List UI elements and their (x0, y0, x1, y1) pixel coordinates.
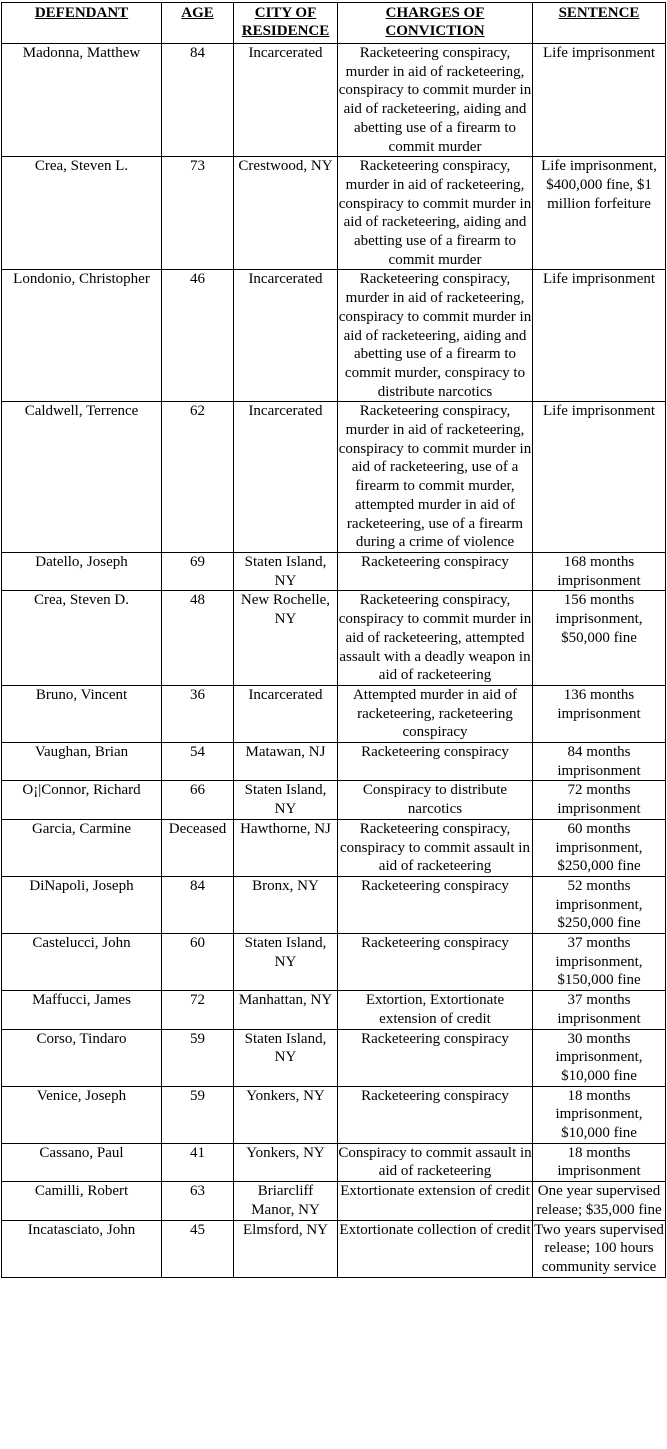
city-cell: Incarcerated (234, 270, 338, 402)
sentence-cell: Life imprisonment (533, 402, 666, 553)
table-row (2, 591, 666, 686)
city-cell: Incarcerated (234, 44, 338, 157)
defendant-cell: Cassano, Paul (2, 1143, 162, 1181)
sentencing-table (1, 2, 666, 1278)
age-cell: 48 (162, 591, 234, 686)
defendant-cell: O¡|Connor, Richard (2, 781, 162, 819)
defendant-cell: Maffucci, James (2, 991, 162, 1029)
city-cell: Crestwood, NY (234, 157, 338, 270)
city-cell: New Rochelle, NY (234, 591, 338, 686)
charges-cell: Conspiracy to distribute narcotics (338, 781, 533, 819)
table-row (2, 157, 666, 270)
sentence-cell: 72 months imprisonment (533, 781, 666, 819)
sentence-cell: 156 months imprisonment, $50,000 fine (533, 591, 666, 686)
age-cell: 73 (162, 157, 234, 270)
sentence-cell: 18 months imprisonment (533, 1143, 666, 1181)
city-cell: Yonkers, NY (234, 1086, 338, 1143)
city-cell: Incarcerated (234, 685, 338, 742)
age-cell: 41 (162, 1143, 234, 1181)
age-cell: 84 (162, 876, 234, 933)
table-row (2, 934, 666, 991)
defendant-cell: Corso, Tindaro (2, 1029, 162, 1086)
charges-cell: Racketeering conspiracy (338, 552, 533, 590)
defendant-cell: Caldwell, Terrence (2, 402, 162, 553)
charges-cell: Conspiracy to commit assault in aid of racketeering (338, 1143, 533, 1181)
header-charges: CHARGES OF CONVICTION (338, 3, 533, 44)
header-row (2, 3, 666, 44)
defendant-cell: Vaughan, Brian (2, 743, 162, 781)
table-row (2, 1143, 666, 1181)
charges-cell: Racketeering conspiracy (338, 1086, 533, 1143)
sentence-cell: 84 months imprisonment (533, 743, 666, 781)
city-cell: Bronx, NY (234, 876, 338, 933)
charges-cell: Racketeering conspiracy (338, 743, 533, 781)
sentence-cell: 30 months imprisonment, $10,000 fine (533, 1029, 666, 1086)
age-cell: 36 (162, 685, 234, 742)
defendant-cell: Incatasciato, John (2, 1220, 162, 1277)
defendant-cell: Venice, Joseph (2, 1086, 162, 1143)
charges-cell: Racketeering conspiracy, conspiracy to commit assault in aid of racketeering (338, 819, 533, 876)
defendant-cell: DiNapoli, Joseph (2, 876, 162, 933)
charges-cell: Racketeering conspiracy, murder in aid of racketeering, conspiracy to commit murder in aid of racketeering, aiding and abetting use of a firearm to commit murder (338, 44, 533, 157)
defendant-cell: Garcia, Carmine (2, 819, 162, 876)
table-row (2, 44, 666, 157)
city-cell: Staten Island, NY (234, 781, 338, 819)
city-cell: Staten Island, NY (234, 1029, 338, 1086)
charges-cell: Racketeering conspiracy, murder in aid of racketeering, conspiracy to commit murder in aid of racketeering, use of a firearm to commit murder, attempted murder in aid of racketeering, use of a firearm during a crime of violence (338, 402, 533, 553)
city-cell: Incarcerated (234, 402, 338, 553)
charges-cell: Racketeering conspiracy (338, 1029, 533, 1086)
age-cell: Deceased (162, 819, 234, 876)
sentence-cell: Life imprisonment (533, 44, 666, 157)
charges-cell: Extortionate collection of credit (338, 1220, 533, 1277)
defendant-cell: Datello, Joseph (2, 552, 162, 590)
sentence-cell: Life imprisonment (533, 270, 666, 402)
header-age: AGE (162, 3, 234, 44)
charges-cell: Racketeering conspiracy (338, 934, 533, 991)
age-cell: 66 (162, 781, 234, 819)
defendant-cell: Camilli, Robert (2, 1182, 162, 1220)
age-cell: 72 (162, 991, 234, 1029)
table-row (2, 781, 666, 819)
city-cell: Staten Island, NY (234, 552, 338, 590)
charges-cell: Racketeering conspiracy (338, 876, 533, 933)
charges-cell: Extortion, Extortionate extension of credit (338, 991, 533, 1029)
sentence-cell: Life imprisonment, $400,000 fine, $1 million forfeiture (533, 157, 666, 270)
table-row (2, 819, 666, 876)
city-cell: Matawan, NJ (234, 743, 338, 781)
header-city: CITY OF RESIDENCE (234, 3, 338, 44)
table-row (2, 1029, 666, 1086)
sentence-cell: 37 months imprisonment (533, 991, 666, 1029)
city-cell: Briarcliff Manor, NY (234, 1182, 338, 1220)
table-row (2, 1182, 666, 1220)
defendant-cell: Madonna, Matthew (2, 44, 162, 157)
defendant-cell: Crea, Steven D. (2, 591, 162, 686)
age-cell: 45 (162, 1220, 234, 1277)
charges-cell: Racketeering conspiracy, conspiracy to commit murder in aid of racketeering, attempted assault with a deadly weapon in aid of racketeering (338, 591, 533, 686)
table-row (2, 402, 666, 553)
charges-cell: Racketeering conspiracy, murder in aid of racketeering, conspiracy to commit murder in aid of racketeering, aiding and abetting use of a firearm to commit murder, conspiracy to distribute narcotics (338, 270, 533, 402)
charges-cell: Attempted murder in aid of racketeering, racketeering conspiracy (338, 685, 533, 742)
city-cell: Staten Island, NY (234, 934, 338, 991)
age-cell: 69 (162, 552, 234, 590)
age-cell: 59 (162, 1029, 234, 1086)
sentence-cell: One year supervised release; $35,000 fine (533, 1182, 666, 1220)
table-row (2, 552, 666, 590)
age-cell: 60 (162, 934, 234, 991)
defendant-cell: Londonio, Christopher (2, 270, 162, 402)
table-row (2, 876, 666, 933)
city-cell: Elmsford, NY (234, 1220, 338, 1277)
sentence-cell: 168 months imprisonment (533, 552, 666, 590)
age-cell: 59 (162, 1086, 234, 1143)
age-cell: 63 (162, 1182, 234, 1220)
sentence-cell: Two years supervised release; 100 hours community service (533, 1220, 666, 1277)
sentence-cell: 136 months imprisonment (533, 685, 666, 742)
table-row (2, 743, 666, 781)
header-defendant: DEFENDANT (2, 3, 162, 44)
city-cell: Manhattan, NY (234, 991, 338, 1029)
defendant-cell: Crea, Steven L. (2, 157, 162, 270)
table-row (2, 685, 666, 742)
age-cell: 54 (162, 743, 234, 781)
city-cell: Yonkers, NY (234, 1143, 338, 1181)
sentence-cell: 52 months imprisonment, $250,000 fine (533, 876, 666, 933)
defendant-cell: Bruno, Vincent (2, 685, 162, 742)
table-row (2, 991, 666, 1029)
age-cell: 84 (162, 44, 234, 157)
sentence-cell: 37 months imprisonment, $150,000 fine (533, 934, 666, 991)
table-row (2, 1220, 666, 1277)
age-cell: 62 (162, 402, 234, 553)
sentence-cell: 18 months imprisonment, $10,000 fine (533, 1086, 666, 1143)
age-cell: 46 (162, 270, 234, 402)
city-cell: Hawthorne, NJ (234, 819, 338, 876)
table-row (2, 270, 666, 402)
header-sentence: SENTENCE (533, 3, 666, 44)
table-row (2, 1086, 666, 1143)
defendant-cell: Castelucci, John (2, 934, 162, 991)
sentence-cell: 60 months imprisonment, $250,000 fine (533, 819, 666, 876)
charges-cell: Racketeering conspiracy, murder in aid of racketeering, conspiracy to commit murder in aid of racketeering, aiding and abetting use of a firearm to commit murder (338, 157, 533, 270)
charges-cell: Extortionate extension of credit (338, 1182, 533, 1220)
